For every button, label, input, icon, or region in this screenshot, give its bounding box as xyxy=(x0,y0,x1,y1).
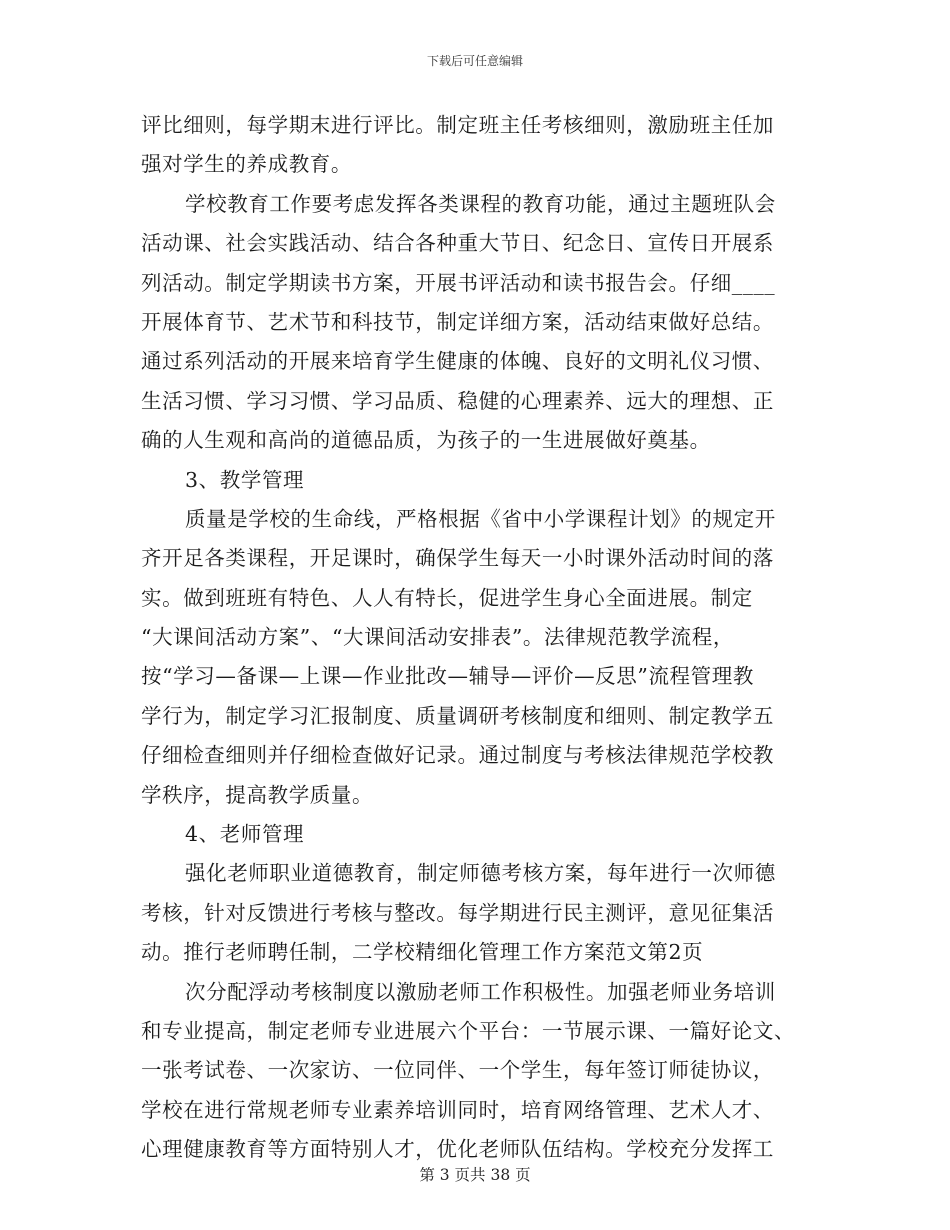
text-line: 和专业提高，制定老师专业进展六个平台：一节展示课、一篇好论文、 xyxy=(141,1018,796,1043)
page-footer: 第 3 页共 38 页 xyxy=(419,1166,531,1184)
text-line: 学秩序，提高教学质量。 xyxy=(141,782,374,807)
text-line: 考核，针对反馈进行考核与整改。每学期进行民主测评，意见征集活 xyxy=(141,900,774,925)
text-line: 次分配浮动考核制度以激励老师工作积极性。加强老师业务培训 xyxy=(185,979,776,1004)
text-line: 4、老师管理 xyxy=(185,822,305,847)
text-line: 活动课、社会实践活动、结合各种重大节日、纪念日、宣传日开展系 xyxy=(141,231,774,256)
text-line: 质量是学校的生命线，严格根据《省中小学课程计划》的规定开 xyxy=(185,506,776,531)
text-line: 按“学习—备课—上课—作业批改—辅导—评价—反思”流程管理教 xyxy=(141,664,754,689)
text-line: 学行为，制定学习汇报制度、质量调研考核制度和细则、制定教学五 xyxy=(141,703,774,728)
page-header: 下载后可任意编辑 xyxy=(426,54,523,68)
text-line: 通过系列活动的开展来培育学生健康的体魄、良好的文明礼仪习惯、 xyxy=(141,349,774,374)
text-line: 强对学生的养成教育。 xyxy=(141,152,352,177)
text-line: 一张考试卷、一次家访、一位同伴、一个学生，每年签订师徒协议， xyxy=(141,1058,774,1083)
text-line: 确的人生观和高尚的道德品质，为孩子的一生进展做好奠基。 xyxy=(141,428,711,453)
text-line: 列活动。制定学期读书方案，开展书评活动和读书报告会。仔细____ xyxy=(141,270,776,295)
text-line: 评比细则，每学期末进行评比。制定班主任考核细则，激励班主任加 xyxy=(141,113,774,137)
text-line: 心理健康教育等方面特别人才，优化老师队伍结构。学校充分发挥工 xyxy=(141,1137,774,1162)
text-line: 动。推行老师聘任制，二学校精细化管理工作方案范文第2页 xyxy=(141,940,704,965)
text-line: “大课间活动方案”、“大课间活动安排表”。法律规范教学流程， xyxy=(141,625,734,650)
text-line: 学校在进行常规老师专业素养培训同时，培育网络管理、艺术人才、 xyxy=(141,1097,774,1122)
text-line: 实。做到班班有特色、人人有特长，促进学生身心全面进展。制定 xyxy=(141,585,753,610)
text-line: 3、教学管理 xyxy=(185,467,305,492)
text-line: 生活习惯、学习习惯、学习品质、稳健的心理素养、远大的理想、正 xyxy=(141,388,774,413)
text-line: 学校教育工作要考虑发挥各类课程的教育功能，通过主题班队会 xyxy=(185,191,776,216)
text-line: 齐开足各类课程，开足课时，确保学生每天一小时课外活动时间的落 xyxy=(141,546,774,571)
document-body xyxy=(141,106,809,1170)
text-line: 开展体育节、艺术节和科技节，制定详细方案，活动结束做好总结。 xyxy=(141,309,774,334)
text-line: 仔细检查细则并仔细检查做好记录。通过制度与考核法律规范学校教 xyxy=(141,743,774,768)
text-line: 强化老师职业道德教育，制定师德考核方案，每年进行一次师德 xyxy=(185,861,776,886)
